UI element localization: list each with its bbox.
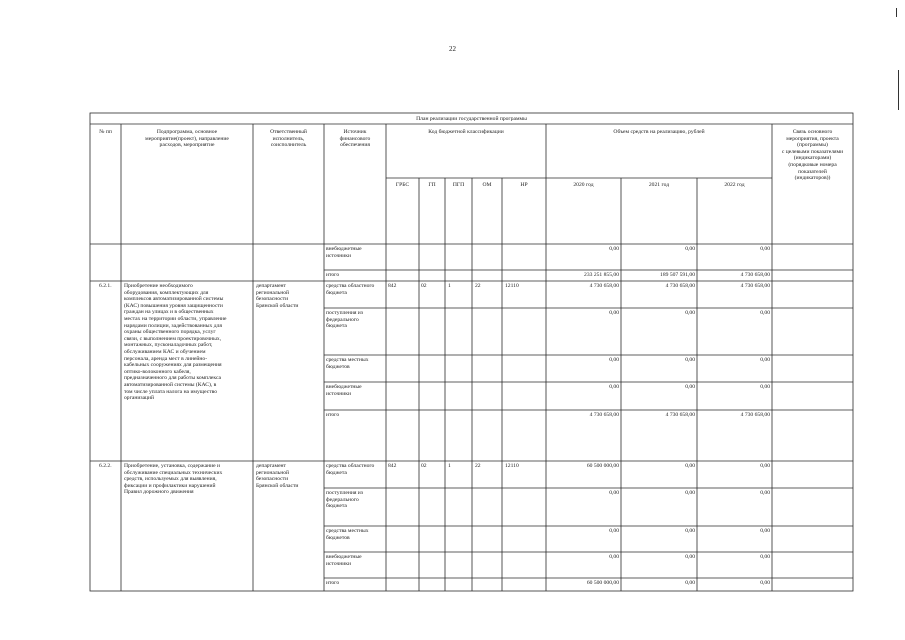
activity-name: Приобретение, установка, содержание и обслуживание специальных технических средств, используемых для выявления, фиксации и профилактики нарушений Правил дорожного движения <box>124 463 223 496</box>
row-source: итого <box>326 580 340 586</box>
header-num: № пп <box>99 129 112 135</box>
header-sources: Источник финансового обеспечения <box>339 129 371 149</box>
row-value-2022: 4 730 658,00 <box>740 283 770 289</box>
row-code-pgp: 1 <box>448 283 451 289</box>
row-code-gp: 02 <box>421 283 427 289</box>
row-code-grbs: 842 <box>388 463 397 469</box>
activity-number: 6.2.2. <box>99 463 112 469</box>
row-value-2021: 0,00 <box>685 310 695 316</box>
row-code-om: 22 <box>475 283 481 289</box>
row-value-2021: 0,00 <box>685 463 695 469</box>
row-code-nr: 12110 <box>505 283 519 289</box>
row-value-2021: 0,00 <box>685 246 695 252</box>
row-value-2020: 0,00 <box>609 384 619 390</box>
row-value-2020: 60 500 000,00 <box>586 580 619 586</box>
row-value-2022: 0,00 <box>760 384 770 390</box>
row-value-2021: 0,00 <box>685 554 695 560</box>
row-source: внебюджетные источники <box>326 246 362 259</box>
row-value-2021: 0,00 <box>685 580 695 586</box>
row-value-2022: 0,00 <box>760 554 770 560</box>
row-value-2022: 0,00 <box>760 528 770 534</box>
row-value-2022: 0,00 <box>760 463 770 469</box>
row-value-2020: 0,00 <box>609 554 619 560</box>
row-value-2020: 0,00 <box>609 490 619 496</box>
row-source: итого <box>326 272 340 278</box>
row-source: средства местных бюджетов <box>326 357 369 370</box>
header-code-om: ОМ <box>482 182 492 188</box>
header-volumes: Объем средств на реализацию, рублей <box>613 129 705 135</box>
row-source: итого <box>326 412 340 418</box>
row-value-2021: 4 730 658,00 <box>665 412 695 418</box>
row-value-2022: 0,00 <box>760 580 770 586</box>
header-budget-code: Код бюджетной классификации <box>428 129 504 135</box>
row-source: средства областного бюджета <box>326 463 375 476</box>
row-source: внебюджетные источники <box>326 384 362 397</box>
row-value-2022: 0,00 <box>760 246 770 252</box>
row-value-2021: 189 507 591,00 <box>660 272 695 278</box>
row-code-pgp: 1 <box>448 463 451 469</box>
header-year-2021: 2021 год <box>648 182 670 188</box>
activity-responsible: департамент региональной безопасности Брянской области <box>256 283 299 309</box>
row-value-2022: 4 730 658,00 <box>740 412 770 418</box>
header-link: Связь основного мероприятия, проекта (программы) с целевыми показателями (индикаторами) (порядковые номера показателей (индикаторов)) <box>781 129 844 182</box>
row-value-2021: 0,00 <box>685 357 695 363</box>
row-value-2020: 60 500 000,00 <box>586 463 619 469</box>
header-code-gp: ГП <box>428 182 436 188</box>
header-responsible: Ответственный исполнитель, соисполнитель <box>270 129 307 149</box>
page-number: 22 <box>449 45 456 53</box>
row-source: средства областного бюджета <box>326 283 375 296</box>
row-value-2020: 4 730 658,00 <box>589 412 619 418</box>
row-source: средства местных бюджетов <box>326 528 369 541</box>
row-value-2021: 0,00 <box>685 490 695 496</box>
table-title: План реализации государственной программы <box>416 116 527 122</box>
row-code-gp: 02 <box>421 463 427 469</box>
header-code-nr: НР <box>520 182 528 188</box>
row-value-2020: 0,00 <box>609 310 619 316</box>
row-value-2021: 0,00 <box>685 528 695 534</box>
row-value-2022: 0,00 <box>760 310 770 316</box>
header-year-2020: 2020 год <box>573 182 594 188</box>
row-source: поступления из федерального бюджета <box>326 310 364 330</box>
row-code-grbs: 842 <box>388 283 397 289</box>
row-value-2020: 4 730 658,00 <box>589 283 619 289</box>
header-code-grbs: ГРБС <box>395 182 410 188</box>
row-value-2022: 0,00 <box>760 490 770 496</box>
row-value-2020: 233 251 855,00 <box>584 272 619 278</box>
row-code-om: 22 <box>475 463 481 469</box>
row-value-2021: 0,00 <box>685 384 695 390</box>
row-value-2022: 0,00 <box>760 357 770 363</box>
row-source: внебюджетные источники <box>326 554 362 567</box>
row-value-2021: 4 730 658,00 <box>665 283 695 289</box>
header-code-pgp: ПГП <box>452 182 465 188</box>
row-value-2020: 0,00 <box>609 246 619 252</box>
row-value-2020: 0,00 <box>609 528 619 534</box>
row-value-2022: 4 730 658,00 <box>740 272 770 278</box>
activity-number: 6.2.1. <box>99 283 112 289</box>
row-source: поступления из федерального бюджета <box>326 490 364 510</box>
header-subprogram: Подпрограмма, основное мероприятие(проект), направление расходов, мероприятие <box>145 129 229 149</box>
activity-responsible: департамент региональной безопасности Брянской области <box>256 463 299 489</box>
row-value-2020: 0,00 <box>609 357 619 363</box>
row-code-nr: 12110 <box>505 463 519 469</box>
header-year-2022: 2022 год <box>724 182 745 188</box>
activity-name: Приобретение необходимого оборудования, комплектующих для комплексов автоматизированной системы (КАС) повышения уровня защищенности граждан на улицах и в общественных местах на территории области, управление нарядами полиции, задействованных для охраны общественного порядка, услуг связи, с выполнением проектировочных, монтажных, пусконаладочных работ, обслуживанием КАС и обучением персонала, аренда мест в линейно- кабельных сооружениях для размещения оптико-волоконного кабеля, предназначенного для работы комплекса автоматизированной системы (КАС), в том числе уплата налога на имущество организаций <box>124 283 227 402</box>
